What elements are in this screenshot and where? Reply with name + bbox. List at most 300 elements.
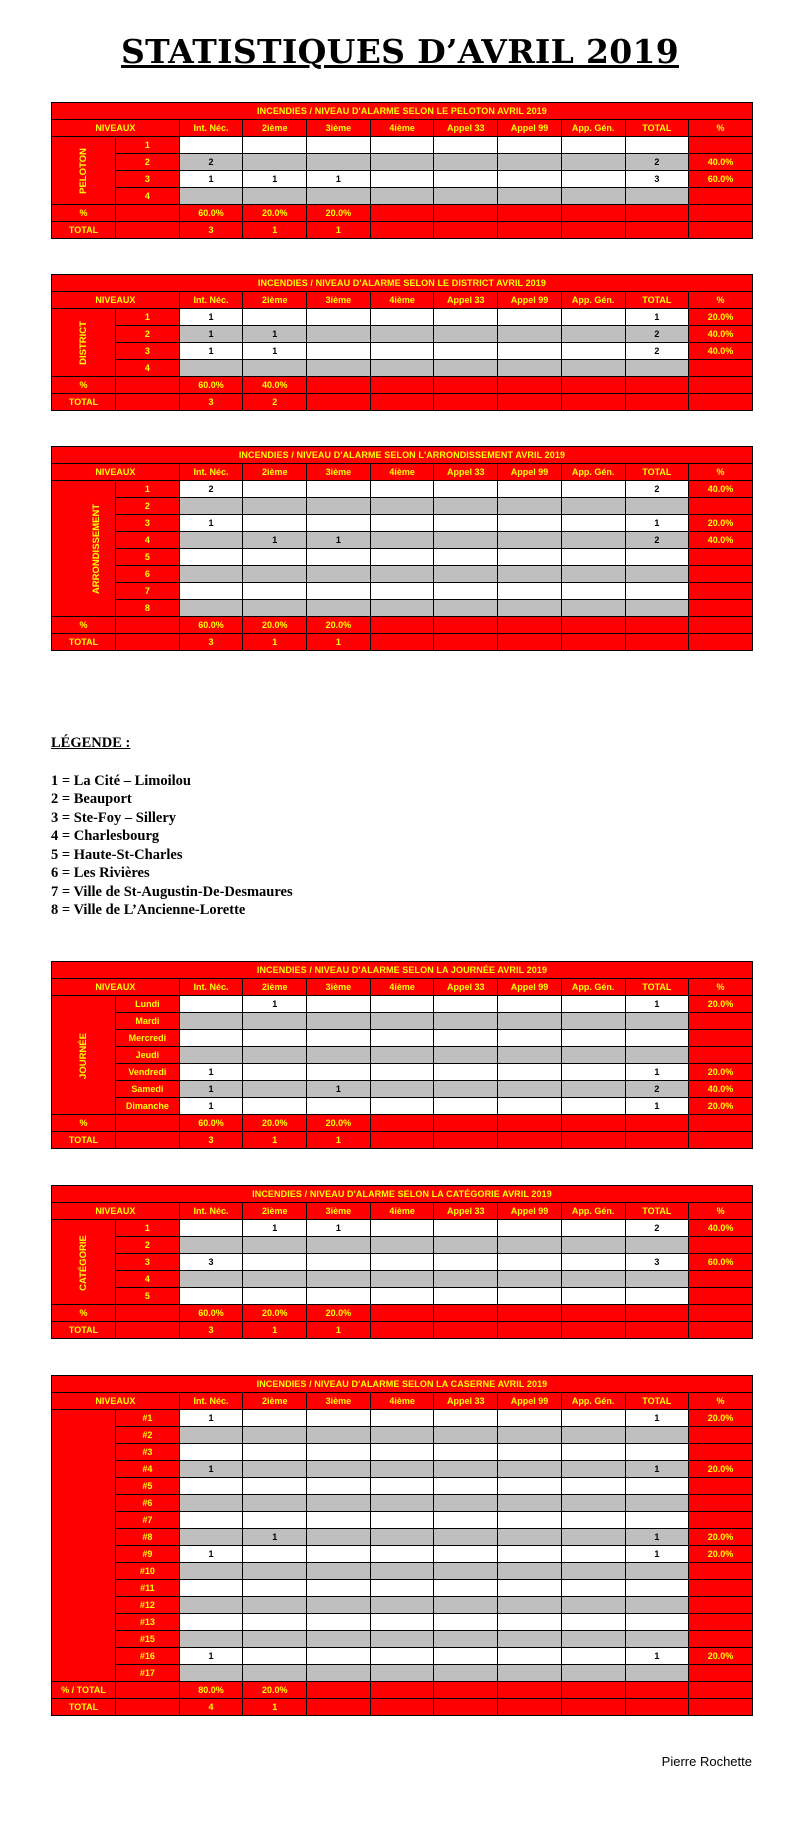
value-cell: 1: [243, 1220, 307, 1237]
value-cell: [179, 549, 243, 566]
percent-value: [498, 1305, 562, 1322]
legend-title: LÉGENDE :: [51, 735, 131, 751]
table-row: [52, 1461, 753, 1478]
empty-cell: [689, 394, 753, 411]
value-cell: [561, 1098, 625, 1115]
table-district: [51, 274, 752, 411]
value-cell: [243, 1563, 307, 1580]
value-cell: [370, 996, 434, 1013]
value-cell: [243, 1098, 307, 1115]
percent-value: [370, 1682, 434, 1699]
percent-cell: 20.0%: [689, 996, 753, 1013]
value-cell: [498, 1512, 562, 1529]
percent-cell: [689, 1271, 753, 1288]
percent-value: [370, 1115, 434, 1132]
table-row: [52, 309, 753, 326]
value-cell: [307, 566, 371, 583]
total-value: 3: [179, 1322, 243, 1339]
value-cell: [307, 515, 371, 532]
percent-value: [498, 377, 562, 394]
row-label: Lundi: [116, 996, 180, 1013]
value-cell: [498, 326, 562, 343]
value-cell: [307, 1614, 371, 1631]
value-cell: [179, 1665, 243, 1682]
value-cell: [370, 1648, 434, 1665]
value-cell: [498, 1648, 562, 1665]
value-cell: [561, 1597, 625, 1614]
value-cell: [498, 532, 562, 549]
column-header: App. Gén.: [561, 292, 625, 309]
value-cell: [561, 1271, 625, 1288]
table-row: [52, 1013, 753, 1030]
total-cell: 1: [625, 1410, 689, 1427]
table-row: [52, 1563, 753, 1580]
percent-cell: [689, 583, 753, 600]
empty-cell: [689, 617, 753, 634]
column-header: %: [689, 292, 753, 309]
value-cell: [179, 1563, 243, 1580]
value-cell: [434, 583, 498, 600]
legend-item: 5 = Haute-St-Charles: [51, 846, 183, 863]
total-value: [561, 634, 625, 651]
value-cell: [434, 360, 498, 377]
row-label: #15: [116, 1631, 180, 1648]
value-cell: [307, 154, 371, 171]
percent-cell: 40.0%: [689, 1220, 753, 1237]
value-cell: [243, 1444, 307, 1461]
empty-cell: [625, 377, 689, 394]
table-row: [52, 1271, 753, 1288]
value-cell: 1: [179, 343, 243, 360]
value-cell: [179, 1614, 243, 1631]
table-row: [52, 1030, 753, 1047]
row-label: 2: [116, 326, 180, 343]
row-label: #1: [116, 1410, 180, 1427]
total-cell: [625, 600, 689, 617]
value-cell: [434, 309, 498, 326]
value-cell: [370, 1427, 434, 1444]
table-row: [52, 498, 753, 515]
value-cell: [307, 1461, 371, 1478]
stats-table: [51, 274, 753, 411]
value-cell: [307, 309, 371, 326]
value-cell: [561, 1013, 625, 1030]
value-cell: [370, 481, 434, 498]
column-header: TOTAL: [625, 120, 689, 137]
table-title: INCENDIES / NIVEAU D'ALARME SELON LA CASERNE AVRIL 2019: [52, 1376, 753, 1393]
total-cell: 1: [625, 309, 689, 326]
value-cell: [434, 1597, 498, 1614]
value-cell: [370, 1254, 434, 1271]
value-cell: [307, 343, 371, 360]
value-cell: [434, 481, 498, 498]
value-cell: 2: [179, 154, 243, 171]
value-cell: [434, 566, 498, 583]
row-label: Jeudi: [116, 1047, 180, 1064]
value-cell: [370, 1081, 434, 1098]
total-cell: [625, 1444, 689, 1461]
percent-value: 20.0%: [243, 1115, 307, 1132]
percent-cell: 20.0%: [689, 1648, 753, 1665]
column-header: Int. Néc.: [179, 120, 243, 137]
value-cell: [561, 343, 625, 360]
value-cell: [370, 1237, 434, 1254]
table-title-row: [52, 103, 753, 120]
empty-cell: [116, 394, 180, 411]
value-cell: 1: [179, 326, 243, 343]
empty-cell: [689, 205, 753, 222]
percent-cell: [689, 1427, 753, 1444]
table-row: [52, 481, 753, 498]
percent-value: [498, 1682, 562, 1699]
value-cell: [434, 1427, 498, 1444]
table-row: [52, 1648, 753, 1665]
table-journee: [51, 961, 752, 1149]
percent-cell: 20.0%: [689, 1546, 753, 1563]
value-cell: [434, 1546, 498, 1563]
total-value: [370, 1132, 434, 1149]
total-value: [370, 394, 434, 411]
total-value: [561, 1322, 625, 1339]
legend-item: 4 = Charlesbourg: [51, 828, 160, 844]
table-title: INCENDIES / NIVEAU D'ALARME SELON LA CATÉGORIE AVRIL 2019: [52, 1186, 753, 1203]
table-row: [52, 583, 753, 600]
total-value: 1: [243, 1699, 307, 1716]
table-row: [52, 566, 753, 583]
value-cell: [498, 1563, 562, 1580]
stats-table: [51, 1375, 753, 1716]
value-cell: [243, 137, 307, 154]
empty-cell: [689, 1305, 753, 1322]
total-cell: [625, 1512, 689, 1529]
value-cell: [498, 188, 562, 205]
value-cell: [498, 1546, 562, 1563]
percent-cell: [689, 1495, 753, 1512]
total-cell: 2: [625, 532, 689, 549]
total-cell: 2: [625, 1220, 689, 1237]
empty-cell: [116, 205, 180, 222]
table-row: [52, 1237, 753, 1254]
total-value: 3: [179, 634, 243, 651]
value-cell: [243, 1013, 307, 1030]
total-cell: [625, 1563, 689, 1580]
legend-item: 2 = Beauport: [51, 791, 132, 807]
total-value: 3: [179, 1132, 243, 1149]
empty-cell: [689, 1132, 753, 1149]
value-cell: 3: [179, 1254, 243, 1271]
total-value: [434, 1132, 498, 1149]
total-cell: [625, 1495, 689, 1512]
value-cell: [370, 1614, 434, 1631]
total-row-label: TOTAL: [52, 634, 116, 651]
table-row: [52, 1546, 753, 1563]
total-value: 1: [307, 1132, 371, 1149]
value-cell: [370, 188, 434, 205]
percent-value: 60.0%: [179, 377, 243, 394]
value-cell: [243, 1271, 307, 1288]
value-cell: [243, 1288, 307, 1305]
percent-cell: [689, 1631, 753, 1648]
total-row-label: TOTAL: [52, 1132, 116, 1149]
value-cell: [498, 515, 562, 532]
table-title-row: [52, 962, 753, 979]
percent-cell: 60.0%: [689, 1254, 753, 1271]
value-cell: [307, 1064, 371, 1081]
empty-cell: [689, 222, 753, 239]
value-cell: [307, 1648, 371, 1665]
percent-cell: [689, 1013, 753, 1030]
percent-cell: 40.0%: [689, 532, 753, 549]
value-cell: [434, 137, 498, 154]
total-cell: [625, 1271, 689, 1288]
value-cell: [561, 1631, 625, 1648]
percent-cell: 40.0%: [689, 343, 753, 360]
percent-row-label: %: [52, 205, 116, 222]
value-cell: 1: [243, 171, 307, 188]
value-cell: [179, 1580, 243, 1597]
total-cell: [625, 583, 689, 600]
value-cell: [370, 343, 434, 360]
value-cell: [307, 1529, 371, 1546]
total-value: 1: [243, 1132, 307, 1149]
value-cell: [243, 154, 307, 171]
total-cell: 1: [625, 1461, 689, 1478]
row-label: #4: [116, 1461, 180, 1478]
percent-row-label: %: [52, 1305, 116, 1322]
percent-row-label: %: [52, 1115, 116, 1132]
value-cell: 1: [179, 1546, 243, 1563]
table-title-row: [52, 447, 753, 464]
column-header: %: [689, 979, 753, 996]
column-header: Appel 33: [434, 979, 498, 996]
value-cell: 2: [179, 481, 243, 498]
column-header: 3ième: [307, 1393, 371, 1410]
value-cell: [434, 515, 498, 532]
stats-table: [51, 1185, 753, 1339]
row-label: 3: [116, 171, 180, 188]
total-value: [561, 222, 625, 239]
value-cell: 1: [179, 1648, 243, 1665]
group-label-cell: [52, 137, 116, 205]
total-row-label: TOTAL: [52, 1699, 116, 1716]
empty-cell: [625, 1305, 689, 1322]
table-row: [52, 1254, 753, 1271]
value-cell: [179, 188, 243, 205]
table-header-row: [52, 979, 753, 996]
value-cell: [434, 1512, 498, 1529]
value-cell: [561, 137, 625, 154]
value-cell: [498, 1478, 562, 1495]
value-cell: [243, 1614, 307, 1631]
value-cell: [243, 360, 307, 377]
percent-value: [498, 205, 562, 222]
value-cell: [307, 1030, 371, 1047]
value-cell: [179, 1288, 243, 1305]
column-header: 4ième: [370, 120, 434, 137]
total-value: 1: [307, 634, 371, 651]
value-cell: [370, 1444, 434, 1461]
value-cell: [561, 532, 625, 549]
table-header-row: [52, 1393, 753, 1410]
value-cell: [307, 188, 371, 205]
value-cell: [307, 481, 371, 498]
value-cell: [434, 532, 498, 549]
value-cell: [498, 1631, 562, 1648]
column-header: 4ième: [370, 464, 434, 481]
row-label: #9: [116, 1546, 180, 1563]
percent-cell: [689, 498, 753, 515]
value-cell: [434, 188, 498, 205]
table-row: [52, 996, 753, 1013]
value-cell: [243, 1427, 307, 1444]
total-cell: [625, 137, 689, 154]
row-label: #16: [116, 1648, 180, 1665]
column-header: App. Gén.: [561, 1393, 625, 1410]
value-cell: [243, 549, 307, 566]
value-cell: [370, 154, 434, 171]
row-label: Mardi: [116, 1013, 180, 1030]
value-cell: [307, 1546, 371, 1563]
percent-row: [52, 617, 753, 634]
value-cell: [370, 600, 434, 617]
total-value: 1: [243, 222, 307, 239]
value-cell: [434, 1013, 498, 1030]
value-cell: [561, 1546, 625, 1563]
value-cell: [243, 1064, 307, 1081]
total-cell: 1: [625, 1648, 689, 1665]
table-row: [52, 1512, 753, 1529]
column-header: NIVEAUX: [52, 1203, 180, 1220]
row-label: Samedi: [116, 1081, 180, 1098]
percent-row: [52, 1305, 753, 1322]
total-row: [52, 1132, 753, 1149]
total-cell: [625, 1580, 689, 1597]
percent-cell: 20.0%: [689, 1410, 753, 1427]
value-cell: [561, 1665, 625, 1682]
value-cell: [370, 1030, 434, 1047]
total-value: [561, 394, 625, 411]
column-header: Int. Néc.: [179, 1393, 243, 1410]
row-label: #2: [116, 1427, 180, 1444]
value-cell: [434, 1030, 498, 1047]
value-cell: [370, 1013, 434, 1030]
value-cell: [561, 1427, 625, 1444]
column-header: 2ième: [243, 120, 307, 137]
value-cell: [434, 1271, 498, 1288]
total-value: 4: [179, 1699, 243, 1716]
group-label: DISTRICT: [77, 321, 89, 365]
total-cell: 2: [625, 154, 689, 171]
column-header: %: [689, 1203, 753, 1220]
column-header: Appel 33: [434, 292, 498, 309]
total-value: [307, 394, 371, 411]
value-cell: 1: [179, 1461, 243, 1478]
value-cell: [307, 326, 371, 343]
row-label: 7: [116, 583, 180, 600]
value-cell: [561, 996, 625, 1013]
table-title-row: [52, 275, 753, 292]
value-cell: [498, 566, 562, 583]
percent-cell: [689, 600, 753, 617]
value-cell: [179, 996, 243, 1013]
percent-cell: 20.0%: [689, 1064, 753, 1081]
column-header: NIVEAUX: [52, 120, 180, 137]
value-cell: [243, 1665, 307, 1682]
table-row: [52, 1047, 753, 1064]
table-title: INCENDIES / NIVEAU D'ALARME SELON LA JOURNÉE AVRIL 2019: [52, 962, 753, 979]
row-label: #7: [116, 1512, 180, 1529]
empty-cell: [116, 1699, 180, 1716]
value-cell: [370, 137, 434, 154]
value-cell: [179, 1030, 243, 1047]
percent-cell: 40.0%: [689, 154, 753, 171]
value-cell: 1: [243, 996, 307, 1013]
row-label: 1: [116, 137, 180, 154]
value-cell: [243, 1237, 307, 1254]
value-cell: [370, 1098, 434, 1115]
value-cell: [307, 1237, 371, 1254]
percent-cell: [689, 1478, 753, 1495]
value-cell: [370, 549, 434, 566]
value-cell: [498, 1047, 562, 1064]
percent-value: 60.0%: [179, 1115, 243, 1132]
value-cell: [179, 1495, 243, 1512]
value-cell: [179, 498, 243, 515]
column-header: Int. Néc.: [179, 464, 243, 481]
total-cell: [625, 1030, 689, 1047]
value-cell: [498, 1254, 562, 1271]
value-cell: [498, 481, 562, 498]
page-title: STATISTIQUES D’AVRIL 2019: [120, 32, 679, 71]
value-cell: [498, 1580, 562, 1597]
value-cell: [434, 154, 498, 171]
value-cell: [243, 188, 307, 205]
empty-cell: [116, 617, 180, 634]
value-cell: [434, 326, 498, 343]
empty-cell: [116, 377, 180, 394]
table-row: [52, 1495, 753, 1512]
value-cell: [307, 600, 371, 617]
column-header: 3ième: [307, 1203, 371, 1220]
total-cell: 1: [625, 1529, 689, 1546]
percent-value: [307, 377, 371, 394]
value-cell: [307, 137, 371, 154]
value-cell: [370, 1271, 434, 1288]
table-title: INCENDIES / NIVEAU D'ALARME SELON L'ARRONDISSEMENT AVRIL 2019: [52, 447, 753, 464]
value-cell: 1: [243, 326, 307, 343]
value-cell: [561, 1081, 625, 1098]
value-cell: [243, 1546, 307, 1563]
value-cell: [307, 1098, 371, 1115]
total-value: 3: [179, 394, 243, 411]
value-cell: [434, 1580, 498, 1597]
percent-value: [370, 377, 434, 394]
value-cell: [498, 1237, 562, 1254]
total-row: [52, 634, 753, 651]
value-cell: [179, 1220, 243, 1237]
value-cell: [498, 309, 562, 326]
value-cell: [307, 1495, 371, 1512]
percent-cell: [689, 1665, 753, 1682]
value-cell: [307, 583, 371, 600]
row-label: 2: [116, 154, 180, 171]
table-row: [52, 326, 753, 343]
percent-cell: 20.0%: [689, 515, 753, 532]
table-header-row: [52, 1203, 753, 1220]
value-cell: [498, 360, 562, 377]
value-cell: [434, 343, 498, 360]
author-signature: Pierre Rochette: [661, 1754, 752, 1769]
